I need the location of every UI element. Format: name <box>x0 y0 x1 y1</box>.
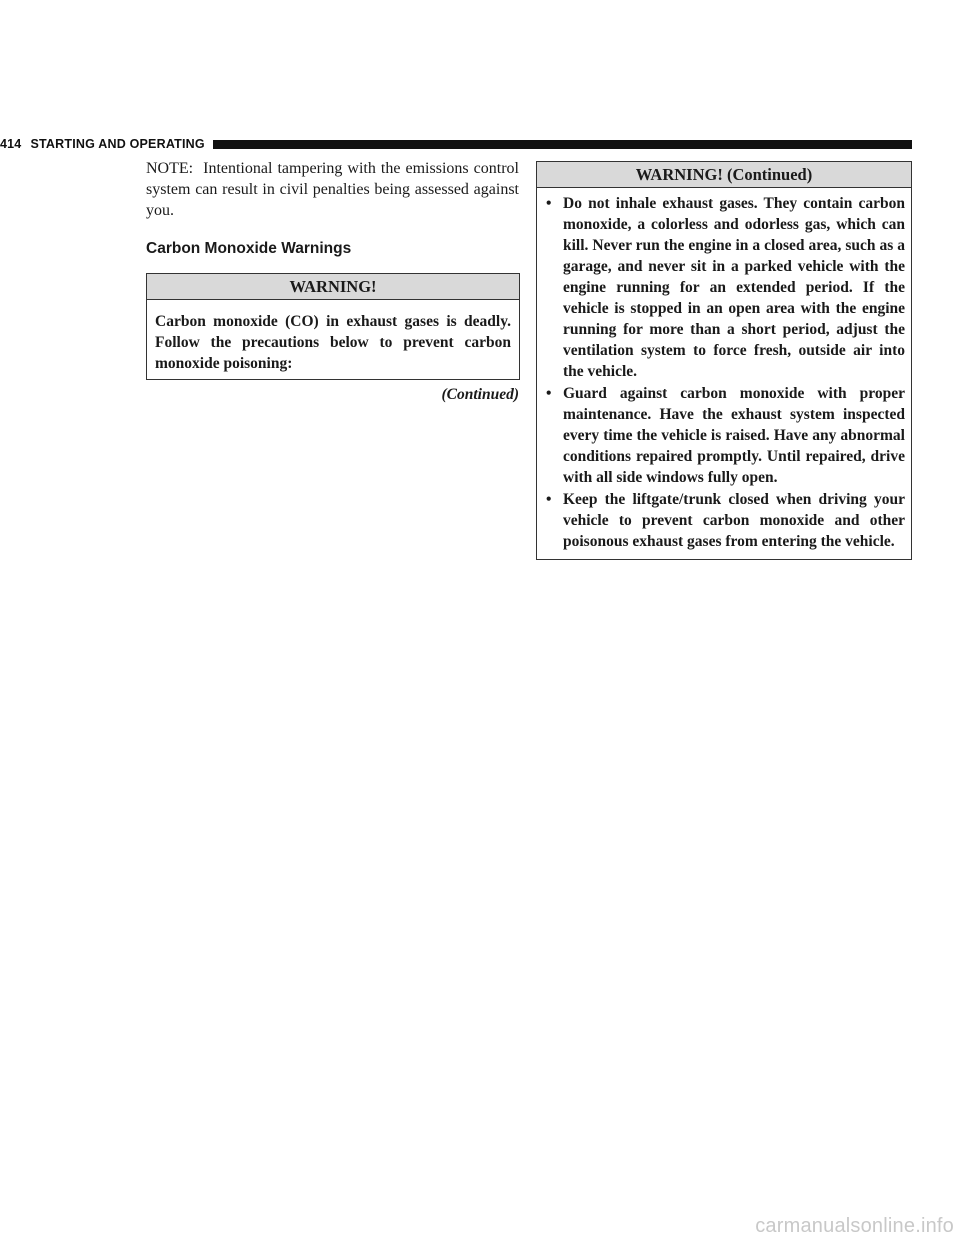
note-paragraph <box>146 158 519 221</box>
section-heading: Carbon Monoxide Warnings <box>146 240 352 257</box>
page-number: 414 <box>0 137 22 151</box>
warning-body-left: Carbon monoxide (CO) in exhaust gases is deadly. Follow the precautions below to prevent carbon monoxide poisoning: <box>155 313 511 372</box>
warning-bullet-item <box>544 489 905 552</box>
bullet-dot-icon: • <box>546 491 552 508</box>
page-header <box>0 137 912 151</box>
section-title: STARTING AND OPERATING <box>30 137 205 151</box>
bullet-dot-icon: • <box>546 385 552 402</box>
bullet-text: Keep the liftgate/trunk closed when driving your vehicle to prevent carbon monoxide and other poisonous exhaust gases from entering the vehicle. <box>563 491 905 550</box>
warning-title-left: WARNING! <box>147 274 519 300</box>
warning-body-right <box>537 188 911 559</box>
warning-title-right: WARNING! (Continued) <box>537 162 911 188</box>
warning-bullet-item <box>544 193 905 382</box>
warning-bullet-item <box>544 383 905 488</box>
warning-box-right <box>536 161 912 560</box>
bullet-text: Do not inhale exhaust gases. They contain carbon monoxide, a colorless and odorless gas, which can kill. Never run the engine in a closed area, such as a garage, and never sit in a parked vehicle with the engine running for an extended period. If the vehicle is stopped in an open area with the engine running for more than a short period, adjust the ventilation system to force fresh, outside air into the vehicle. <box>563 195 905 380</box>
note-label: NOTE: <box>146 160 194 177</box>
bullet-text: Guard against carbon monoxide with proper maintenance. Have the exhaust system inspected every time the vehicle is raised. Have any abnormal conditions repaired promptly. Until repaired, drive with all side windows fully open. <box>563 385 905 486</box>
bullet-dot-icon: • <box>546 195 552 212</box>
warning-box-left <box>146 273 520 380</box>
continued-label: (Continued) <box>441 386 519 403</box>
note-text: Intentional tampering with the emissions control system can result in civil penalties being assessed against you. <box>146 160 519 219</box>
warning-bullet-list <box>544 193 905 552</box>
header-rule <box>213 140 912 149</box>
left-column <box>146 158 519 405</box>
watermark-link[interactable]: carmanualsonline.info <box>755 1215 954 1237</box>
